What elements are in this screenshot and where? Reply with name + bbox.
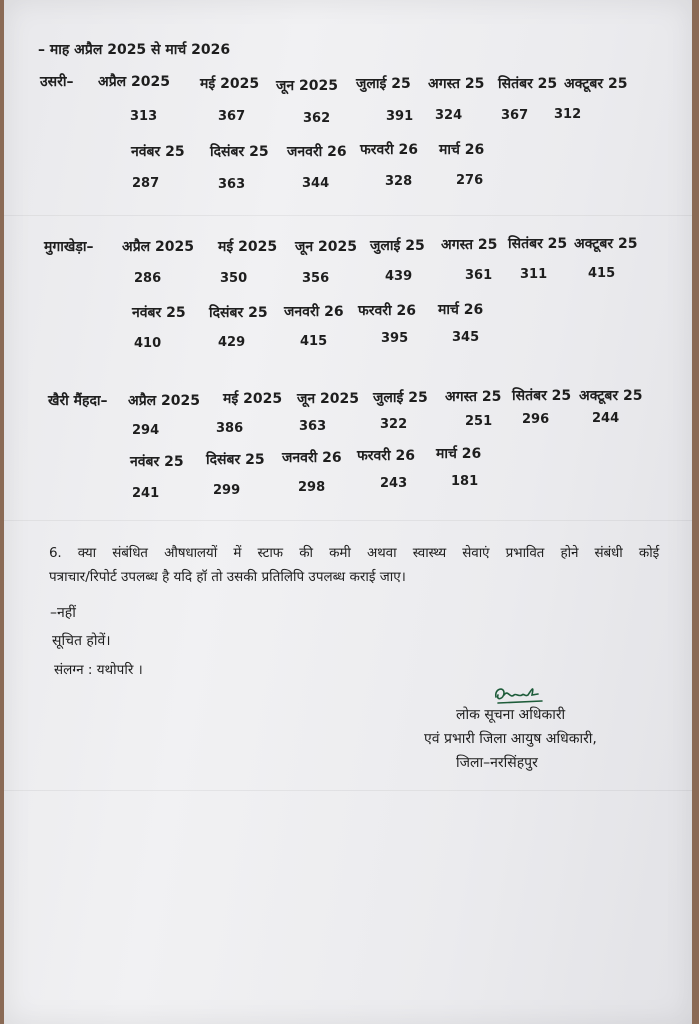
month-label: अक्टूबर 25 (564, 76, 628, 92)
value-cell: 286 (134, 271, 162, 286)
month-label: अगस्त 25 (428, 76, 485, 92)
value-cell: 391 (386, 109, 414, 124)
value-cell: 386 (216, 421, 244, 436)
value-cell: 363 (299, 419, 327, 434)
section-name-mugakheda: मुगाखेड़ा– (44, 239, 94, 255)
month-label: नवंबर 25 (132, 305, 186, 321)
section-name-usari: उसरी– (40, 74, 74, 90)
value-cell: 298 (298, 480, 326, 495)
value-cell: 299 (213, 483, 241, 498)
month-label: फरवरी 26 (358, 303, 417, 319)
month-label: दिसंबर 25 (210, 144, 269, 160)
month-label: मई 2025 (223, 391, 283, 407)
value-cell: 415 (300, 334, 328, 349)
month-label: अक्टूबर 25 (574, 236, 638, 252)
month-label: मार्च 26 (438, 302, 484, 318)
notice-text: सूचित होवें। (52, 633, 111, 649)
month-label: मई 2025 (218, 239, 278, 255)
value-cell: 361 (465, 268, 493, 283)
value-cell: 241 (132, 486, 160, 501)
month-label: अगस्त 25 (441, 237, 498, 253)
signatory-additional-charge: एवं प्रभारी जिला आयुष अधिकारी, (424, 731, 597, 747)
month-label: अप्रैल 2025 (122, 239, 194, 255)
enclosure-text: संलग्न : यथोपरि । (54, 662, 143, 678)
value-cell: 251 (465, 414, 493, 429)
value-cell: 313 (130, 109, 158, 124)
value-cell: 294 (132, 423, 160, 438)
value-cell: 181 (451, 474, 479, 489)
value-cell: 395 (381, 331, 409, 346)
month-label: सितंबर 25 (498, 76, 558, 92)
value-cell: 367 (501, 108, 529, 123)
value-cell: 363 (218, 177, 246, 192)
value-cell: 439 (385, 269, 413, 284)
section-name-khairi-maihada: खैरी मैंहदा– (48, 393, 108, 409)
value-cell: 312 (554, 107, 582, 122)
value-cell: 429 (218, 335, 246, 350)
value-cell: 243 (380, 476, 408, 491)
value-cell: 276 (456, 173, 484, 188)
value-cell: 328 (385, 174, 413, 189)
signature (492, 683, 548, 707)
value-cell: 350 (220, 271, 248, 286)
value-cell: 356 (302, 271, 330, 286)
month-label: सितंबर 25 (512, 388, 572, 404)
signatory-designation: लोक सूचना अधिकारी (456, 707, 566, 723)
month-label: अगस्त 25 (445, 389, 502, 405)
month-label: जून 2025 (276, 78, 338, 94)
value-cell: 415 (588, 266, 616, 281)
answer-text: –नहीं (50, 605, 76, 621)
question-text-line1: 6. क्या संबंधित औषधालयों में स्टाफ की कमी अथवा स्वास्थ्य सेवाएं प्रभावित होने संबंधी कोई (49, 545, 659, 561)
month-label: सितंबर 25 (508, 236, 568, 252)
month-label: फरवरी 26 (360, 142, 419, 158)
month-label: जुलाई 25 (356, 76, 411, 92)
month-label: अक्टूबर 25 (579, 388, 643, 404)
value-cell: 345 (452, 330, 480, 345)
value-cell: 296 (522, 412, 550, 427)
month-label: जनवरी 26 (287, 144, 347, 160)
value-cell: 344 (302, 176, 330, 191)
month-label: जुलाई 25 (370, 238, 425, 254)
value-cell: 311 (520, 267, 548, 282)
month-label: दिसंबर 25 (209, 305, 268, 321)
month-label: मार्च 26 (439, 142, 485, 158)
question-text-line2: पत्राचार/रिपोर्ट उपलब्ध है यदि हॉ तो उसकी प्रतिलिपि उपलब्ध कराई जाए। (49, 569, 406, 585)
month-label: अप्रैल 2025 (128, 393, 200, 409)
value-cell: 324 (435, 108, 463, 123)
period-heading: – माह अप्रैल 2025 से मार्च 2026 (38, 42, 231, 58)
month-label: अप्रैल 2025 (98, 74, 170, 90)
month-label: दिसंबर 25 (206, 452, 265, 468)
month-label: फरवरी 26 (357, 448, 416, 464)
value-cell: 362 (303, 111, 331, 126)
month-label: जून 2025 (297, 391, 359, 407)
signatory-district: जिला–नरसिंहपुर (456, 755, 538, 771)
value-cell: 322 (380, 417, 408, 432)
value-cell: 410 (134, 336, 162, 351)
value-cell: 244 (592, 411, 620, 426)
month-label: मार्च 26 (436, 446, 482, 462)
month-label: नवंबर 25 (131, 144, 185, 160)
month-label: नवंबर 25 (130, 454, 184, 470)
month-label: मई 2025 (200, 76, 260, 92)
month-label: जनवरी 26 (282, 450, 342, 466)
month-label: जुलाई 25 (373, 390, 428, 406)
value-cell: 367 (218, 109, 246, 124)
document-page (4, 0, 692, 1024)
month-label: जनवरी 26 (284, 304, 344, 320)
month-label: जून 2025 (295, 239, 357, 255)
value-cell: 287 (132, 176, 160, 191)
